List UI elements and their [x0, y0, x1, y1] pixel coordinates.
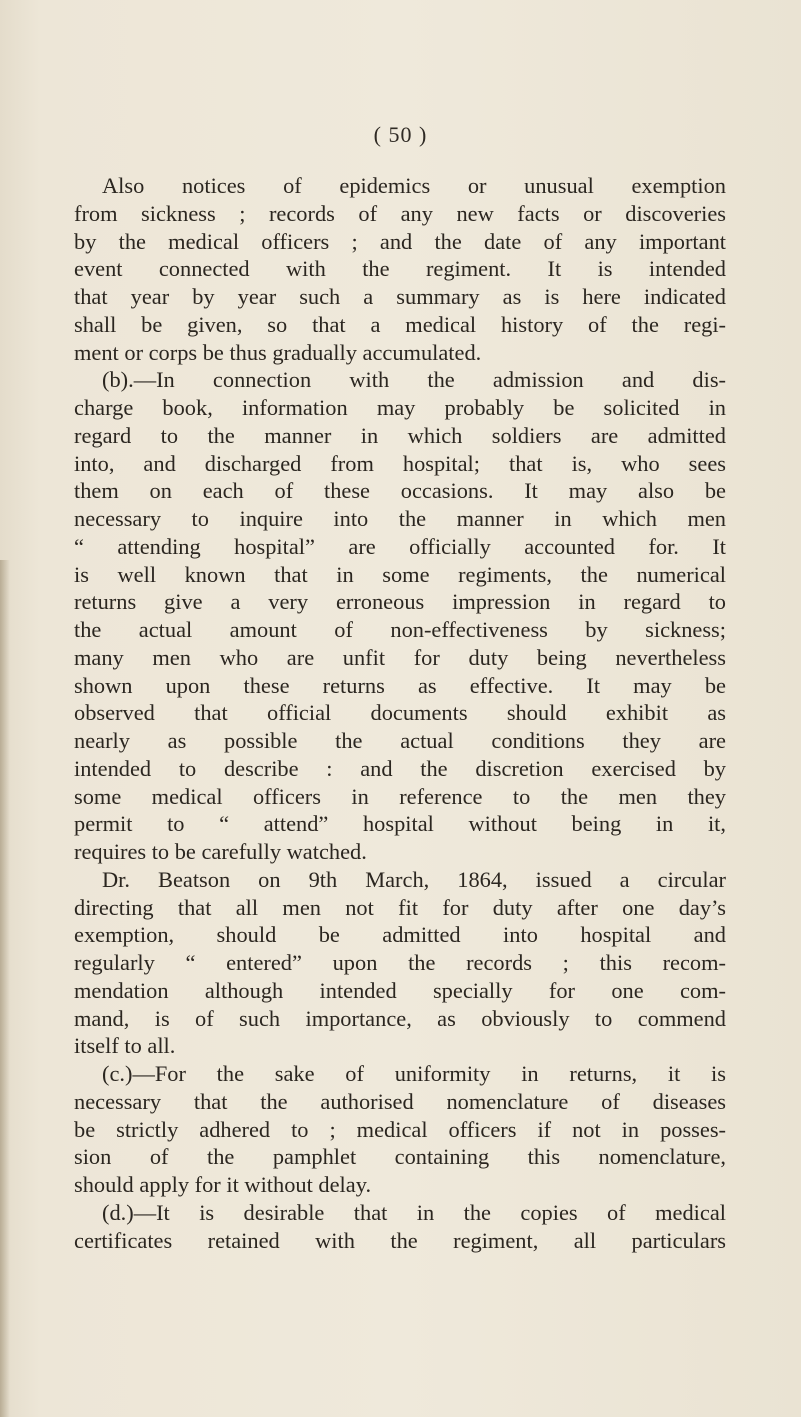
- text-line: sion of the pamphlet containing this nomenclature,: [74, 1144, 726, 1170]
- text-line: “ attending hospital” are officially accounted for. It: [74, 533, 726, 559]
- text-line: be strictly adhered to ; medical officers if not in posses-: [74, 1116, 726, 1142]
- text-line: that year by year such a summary as is here indicated: [74, 284, 726, 309]
- text-line: from sickness ; records of any new facts or discoveries: [74, 200, 726, 226]
- spine-shadow: [0, 560, 10, 1417]
- text-line: mand, is of such importance, as obviously to commend: [74, 1005, 726, 1031]
- text-line: (b).—In connection with the admission and dis-: [102, 367, 726, 393]
- text-line: necessary to inquire into the manner in which men: [74, 506, 726, 531]
- text-line: them on each of these occasions. It may also be: [74, 478, 726, 504]
- text-line: charge book, information may probably be solicited in: [74, 395, 726, 420]
- text-line: some medical officers in reference to the men they: [74, 783, 726, 809]
- text-line: Also notices of epidemics or unusual exemption: [102, 173, 726, 198]
- text-line: shown upon these returns as effective. It may be: [74, 672, 726, 698]
- text-line: should apply for it without delay.: [74, 1172, 372, 1197]
- text-line: is well known that in some regiments, the numerical: [74, 561, 726, 587]
- text-line: (c.)—For the sake of uniformity in returns, it is: [102, 1061, 726, 1086]
- page-number: ( 50 ): [373, 122, 428, 147]
- body-text: [74, 172, 726, 1254]
- text-line: (d.)—It is desirable that in the copies of medical: [102, 1199, 726, 1225]
- text-line: shall be given, so that a medical history of the regi-: [74, 311, 726, 337]
- text-line: permit to “ attend” hospital without being in it,: [74, 811, 726, 837]
- text-line: ment or corps be thus gradually accumulated.: [74, 339, 482, 365]
- text-line: event connected with the regiment. It is intended: [74, 256, 726, 282]
- text-line: observed that official documents should exhibit as: [74, 700, 726, 726]
- text-line: nearly as possible the actual conditions they are: [74, 728, 726, 753]
- text-line: regard to the manner in which soldiers are admitted: [74, 422, 726, 448]
- text-line: returns give a very erroneous impression in regard to: [74, 589, 726, 615]
- text-line: the actual amount of non-effectiveness by sickness;: [74, 617, 726, 642]
- text-line: necessary that the authorised nomenclature of diseases: [74, 1088, 726, 1114]
- text-line: intended to describe : and the discretion exercised by: [74, 755, 726, 781]
- text-line: mendation although intended specially for one com-: [74, 977, 726, 1003]
- text-line: Dr. Beatson on 9th March, 1864, issued a circular: [102, 866, 726, 892]
- text-line: by the medical officers ; and the date of any important: [74, 228, 726, 254]
- text-line: requires to be carefully watched.: [74, 839, 367, 864]
- text-line: regularly “ entered” upon the records ; this recom-: [74, 950, 726, 975]
- text-line: certificates retained with the regiment, all particulars: [74, 1227, 726, 1253]
- text-line: directing that all men not fit for duty after one day’s: [74, 894, 726, 920]
- text-line: into, and discharged from hospital; that is, who sees: [74, 450, 726, 476]
- text-line: many men who are unfit for duty being nevertheless: [74, 644, 726, 670]
- text-line: exemption, should be admitted into hospital and: [74, 922, 726, 948]
- text-line: itself to all.: [74, 1033, 176, 1059]
